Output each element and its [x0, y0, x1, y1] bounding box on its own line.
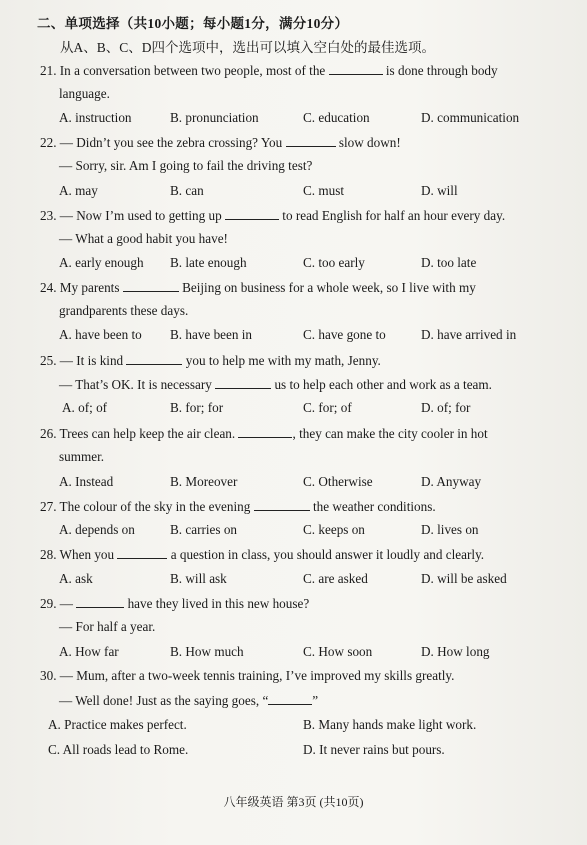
question-30-stem: 30. — Mum, after a two-week tennis training, I’ve improved my skills greatly. [40, 668, 455, 683]
question-22-option-b: B. can [170, 183, 204, 198]
question-29-option-d: D. How long [421, 644, 490, 659]
question-21-stem: 21. In a conversation between two people, most of the is done through body [40, 63, 498, 78]
question-26-option-d: D. Anyway [421, 474, 482, 489]
question-25-option-c: C. for; of [303, 400, 352, 415]
question-number: 26. [40, 426, 57, 441]
answer-blank [117, 546, 167, 559]
section-title: 二、单项选择（共10小题；每小题1分，满分10分） [37, 16, 349, 31]
question-30-option-d: D. It never rains but pours. [303, 742, 445, 757]
question-21-option-a: A. instruction [59, 110, 132, 125]
question-25-option-d: D. of; for [421, 400, 471, 415]
question-25-option-a: A. of; of [62, 400, 108, 415]
question-23-option-a: A. early enough [59, 255, 144, 270]
question-22-stem: 22. — Didn’t you see the zebra crossing? You slow down! [40, 135, 401, 150]
question-22-option-a: A. may [59, 183, 98, 198]
question-21-option-d: D. communication [421, 110, 520, 125]
question-26-option-c: C. Otherwise [303, 474, 373, 489]
question-22-option-d: D. will [421, 183, 458, 198]
question-27-option-d: D. lives on [421, 522, 479, 537]
question-27-option-b: B. carries on [170, 522, 238, 537]
answer-blank [76, 595, 124, 608]
question-21-option-b: B. pronunciation [170, 110, 259, 125]
question-number: 24. [40, 280, 57, 295]
question-29-stem: 29. — have they lived in this new house? [40, 596, 310, 611]
answer-blank [126, 352, 182, 365]
question-24-stem: 24. My parents Beijing on business for a whole week, so I live with my [40, 280, 476, 295]
question-28-stem: 28. When you a question in class, you should answer it loudly and clearly. [40, 547, 485, 562]
question-29-stem-cont: — For half a year. [59, 619, 156, 634]
answer-blank [329, 62, 383, 75]
question-26-option-b: B. Moreover [170, 474, 238, 489]
question-25-option-b: B. for; for [170, 400, 224, 415]
answer-blank [254, 498, 310, 511]
question-25-stem-cont: — That’s OK. It is necessary us to help each other and work as a team. [59, 377, 492, 392]
question-23-option-b: B. late enough [170, 255, 247, 270]
answer-blank [268, 692, 312, 705]
question-26-stem: 26. Trees can help keep the air clean. , they can make the city cooler in hot [40, 426, 488, 441]
question-23-option-d: D. too late [421, 255, 477, 270]
question-27-stem: 27. The colour of the sky in the evening the weather conditions. [40, 499, 436, 514]
question-22-stem-cont: — Sorry, sir. Am I going to fail the driving test? [59, 158, 313, 173]
question-28-option-a: A. ask [59, 571, 93, 586]
question-30-stem-cont: — Well done! Just as the saying goes, “ ” [59, 693, 319, 708]
question-24-option-d: D. have arrived in [421, 327, 517, 342]
question-25-stem: 25. — It is kind you to help me with my math, Jenny. [40, 353, 381, 368]
question-29-option-b: B. How much [170, 644, 244, 659]
question-30-option-a: A. Practice makes perfect. [48, 717, 187, 732]
question-28-option-c: C. are asked [303, 571, 368, 586]
answer-blank [123, 279, 179, 292]
question-27-option-c: C. keeps on [303, 522, 365, 537]
question-24-option-b: B. have been in [170, 327, 253, 342]
question-27-option-a: A. depends on [59, 522, 135, 537]
question-26-option-a: A. Instead [59, 474, 114, 489]
question-number: 21. [40, 63, 57, 78]
question-21-stem-cont: language. [59, 86, 110, 101]
answer-blank [286, 134, 336, 147]
question-number: 27. [40, 499, 57, 514]
question-number: 23. [40, 208, 57, 223]
question-28-option-b: B. will ask [170, 571, 227, 586]
question-24-option-c: C. have gone to [303, 327, 386, 342]
question-29-option-c: C. How soon [303, 644, 373, 659]
question-number: 30. [40, 668, 57, 683]
question-30-option-c: C. All roads lead to Rome. [48, 742, 189, 757]
section-instruction: 从A、B、C、D四个选项中，选出可以填入空白处的最佳选项。 [60, 40, 436, 55]
question-number: 25. [40, 353, 57, 368]
question-26-stem-cont: summer. [59, 449, 105, 464]
question-30-option-b: B. Many hands make light work. [303, 717, 477, 732]
question-number: 29. [40, 596, 57, 611]
question-23-stem-cont: — What a good habit you have! [59, 231, 228, 246]
question-24-stem-cont: grandparents these days. [59, 303, 189, 318]
question-24-option-a: A. have been to [59, 327, 142, 342]
question-21-option-c: C. education [303, 110, 370, 125]
question-23-option-c: C. too early [303, 255, 365, 270]
page-footer: 八年级英语 第3页 (共10页) [223, 795, 364, 809]
question-number: 22. [40, 135, 57, 150]
question-23-stem: 23. — Now I’m used to getting up to read English for half an hour every day. [40, 208, 506, 223]
question-28-option-d: D. will be asked [421, 571, 507, 586]
question-22-option-c: C. must [303, 183, 345, 198]
answer-blank [238, 425, 292, 438]
answer-blank [225, 207, 279, 220]
question-29-option-a: A. How far [59, 644, 119, 659]
answer-blank [215, 376, 271, 389]
question-number: 28. [40, 547, 57, 562]
